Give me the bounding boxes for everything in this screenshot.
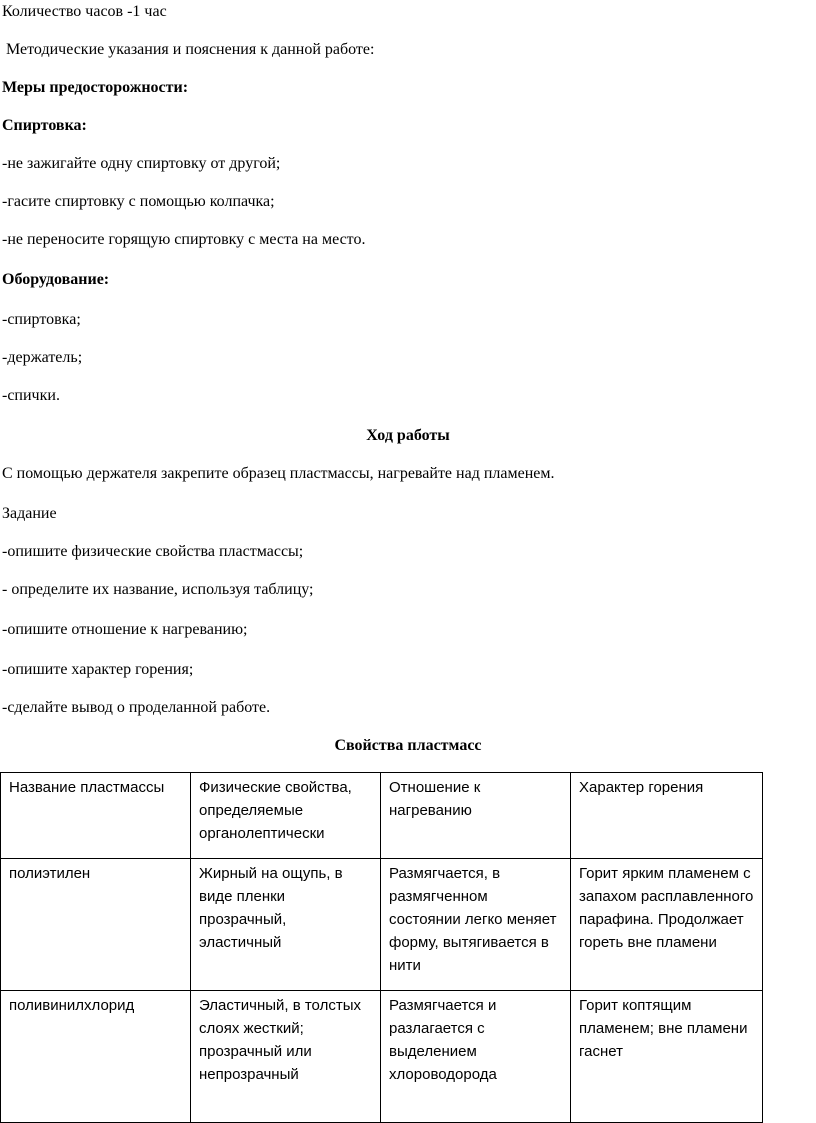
table-title: Свойства пластмасс bbox=[334, 737, 482, 754]
header-cell: Характер горения bbox=[571, 773, 763, 859]
equipment-item: -спички. bbox=[2, 387, 60, 404]
equipment-heading: Оборудование: bbox=[2, 271, 110, 288]
header-cell: Название пластмассы bbox=[1, 773, 191, 859]
alcohol-lamp-heading: Спиртовка: bbox=[2, 117, 87, 134]
precaution-item: -гасите спиртовку с помощью колпачка; bbox=[2, 193, 275, 210]
guidelines-line: Методические указания и пояснения к данной работе: bbox=[6, 41, 375, 58]
precaution-item: -не зажигайте одну спиртовку от другой; bbox=[2, 155, 281, 172]
task-heading: Задание bbox=[2, 505, 57, 522]
precaution-item: -не переносите горящую спиртовку с места на место. bbox=[2, 231, 366, 248]
precautions-heading: Меры предосторожности: bbox=[2, 79, 189, 96]
procedure-text: С помощью держателя закрепите образец пластмассы, нагревайте над пламенем. bbox=[2, 465, 555, 482]
table-cell: Жирный на ощупь, в виде пленки прозрачный, эластичный bbox=[191, 859, 381, 991]
task-item: -опишите характер горения; bbox=[2, 661, 194, 678]
header-cell: Отношение к нагреванию bbox=[381, 773, 571, 859]
table-cell: Эластичный, в толстых слоях жесткий; прозрачный или непрозрачный bbox=[191, 991, 381, 1123]
table-row bbox=[1, 859, 763, 991]
task-item: -опишите отношение к нагреванию; bbox=[2, 621, 248, 638]
table-header-row bbox=[1, 773, 763, 859]
equipment-item: -держатель; bbox=[2, 349, 83, 366]
task-item: -опишите физические свойства пластмассы; bbox=[2, 543, 304, 560]
table-cell: Горит коптящим пламенем; вне пламени гаснет bbox=[571, 991, 763, 1123]
table-cell: Размягчается, в размягченном состоянии легко меняет форму, вытягивается в нити bbox=[381, 859, 571, 991]
hours-line: Количество часов -1 час bbox=[2, 3, 167, 20]
header-cell: Физические свойства, определяемые органолептически bbox=[191, 773, 381, 859]
table-cell: поливинилхлорид bbox=[1, 991, 191, 1123]
equipment-item: -спиртовка; bbox=[2, 311, 81, 328]
table-row bbox=[1, 991, 763, 1123]
table-cell: полиэтилен bbox=[1, 859, 191, 991]
table-cell: Горит ярким пламенем с запахом расплавленного парафина. Продолжает гореть вне пламени bbox=[571, 859, 763, 991]
procedure-heading: Ход работы bbox=[366, 427, 450, 444]
task-item: - определите их название, используя таблицу; bbox=[2, 581, 314, 598]
plastics-table bbox=[0, 772, 763, 1123]
task-item: -сделайте вывод о проделанной работе. bbox=[2, 699, 271, 716]
table-cell: Размягчается и разлагается с выделением хлороводорода bbox=[381, 991, 571, 1123]
